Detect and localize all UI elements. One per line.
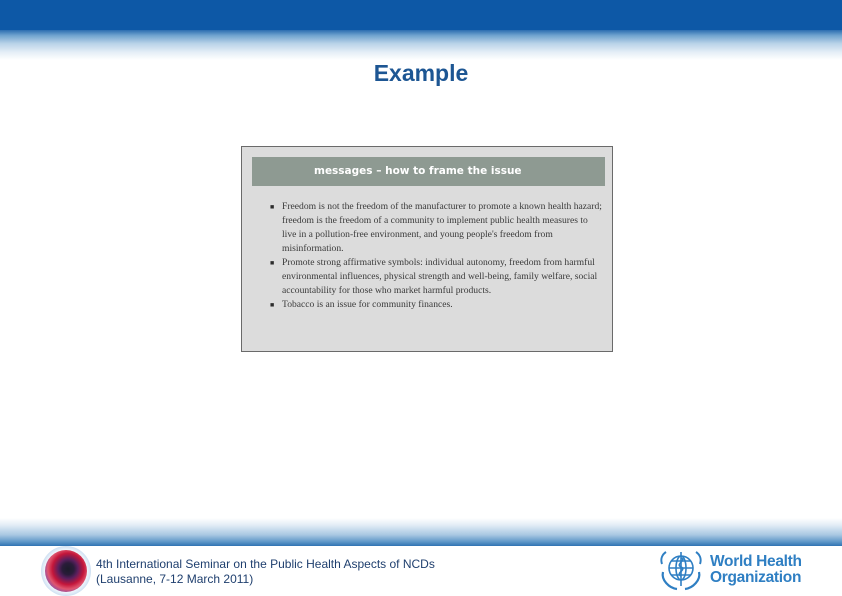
bullet-text: Tobacco is an issue for community finances. <box>282 299 453 310</box>
who-emblem-icon <box>657 548 705 592</box>
footer-seminar-location: (Lausanne, 7-12 March 2011) <box>96 572 254 586</box>
bullet-square-icon: ■ <box>270 301 275 309</box>
bullet-square-icon: ■ <box>270 203 275 211</box>
bullet-text: Promote strong affirmative symbols: individual autonomy, freedom from harmful environmental influences, physical strength and well-being, family welfare, social accountability for those who market harmful products. <box>282 257 598 296</box>
footer-seminar-title: 4th International Seminar on the Public Health Aspects of NCDs <box>96 557 435 571</box>
bullet-text: Freedom is not the freedom of the manufacturer to promote a known health hazard; freedom is the freedom of a community to implement public health measures to live in a pollution-free environment, and young people's freedom from misinformation. <box>282 201 602 254</box>
example-figure <box>241 146 613 352</box>
seminar-logo-icon <box>45 550 87 592</box>
figure-header <box>252 157 605 186</box>
figure-bullet-list <box>272 200 604 312</box>
figure-header-text: messages – how to frame the issue <box>314 165 522 177</box>
who-name-line1: World Health <box>710 553 802 570</box>
list-item <box>272 200 604 256</box>
top-banner-gradient <box>0 30 842 60</box>
top-banner-bar <box>0 0 842 30</box>
who-name-line2: Organization <box>710 569 802 586</box>
bottom-banner-gradient <box>0 518 842 546</box>
list-item <box>272 298 604 312</box>
slide-title: Example <box>373 60 469 86</box>
bullet-square-icon: ■ <box>270 259 275 267</box>
list-item <box>272 256 604 298</box>
